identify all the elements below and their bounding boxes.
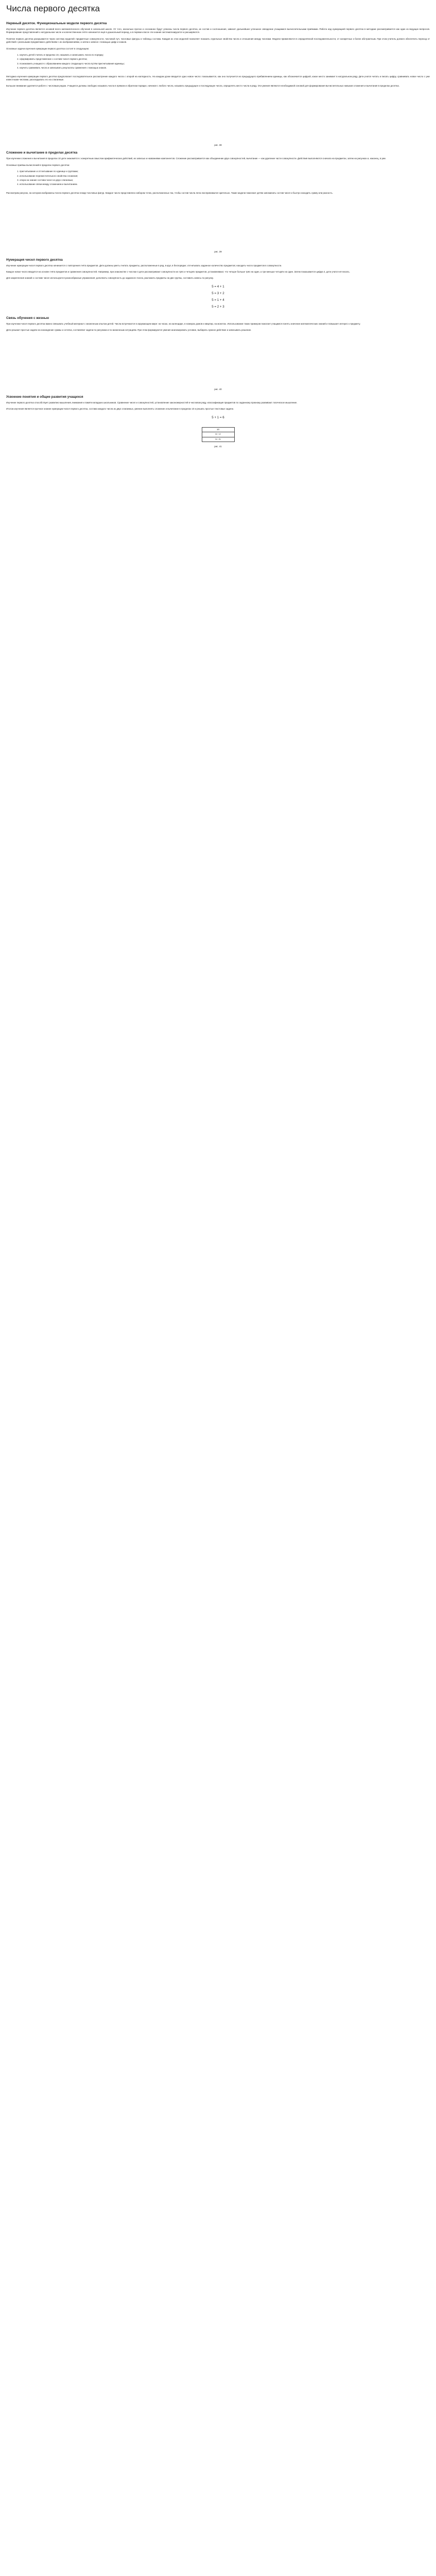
list-item: 2. использование переместительного свойства сложения;: [20, 175, 430, 178]
paragraph: Каждое новое число вводится на основе счёта предметов и сравнения совокупностей. Например, при знакомстве с числом 4 дети рассматривают совокупности из трёх и четырёх предметов, устанавливают, что четыре больше трёх на один, а три меньше четырёх на один. Затем показывается цифра 4, дети учатся её писать.: [6, 270, 350, 273]
section-heading: Нумерация чисел первого десятка: [6, 258, 63, 262]
document-page: [0, 0, 436, 459]
figure-caption: рис. 38: [214, 143, 222, 146]
formula: 5 = 1 + 4: [212, 298, 224, 302]
figure-caption: рис. 40: [214, 387, 222, 391]
list-item: 4. использование связи между сложением и вычитанием.: [20, 183, 430, 186]
formula: 5 = 2 + 3: [212, 304, 224, 309]
list-item: 2. сформировать представление о составе чисел первого десятка;: [20, 58, 430, 61]
table-cell: 10: [202, 427, 234, 432]
paragraph: При изучении сложения и вычитания в пределах 10 дети знакомятся с конкретным смыслом арифметических действий, их записью и названиями компонентов. Сложение рассматривается как объединение двух совокупностей, вычитание — как удаление части совокупности. Действия выполняются сначала на предметах, затем на рисунках и, наконец, в уме.: [6, 157, 387, 160]
page-title: Числа первого десятка: [6, 4, 100, 13]
figure-placeholder: [6, 335, 430, 383]
paragraph: Основные приёмы вычислений в пределах первого десятка:: [6, 163, 70, 166]
figure-caption: рис. 41: [214, 445, 222, 448]
paragraph: Изучение нумерации чисел первого десятка начинается с повторения счёта предметов. Дети должны уметь считать предметы, расположенные в ряд, в круг, в беспорядке; отсчитывать заданное количество предметов; находить число предметов в совокупности.: [6, 264, 282, 267]
formula-block: [6, 284, 430, 309]
section-heading: Усвоение понятия и общие развития учащихся: [6, 395, 83, 399]
list-item: 1. научить детей считать в пределах 10, называть и записывать числа по порядку;: [20, 54, 430, 57]
table-cell: 6 + 4: [202, 432, 234, 437]
list-item: 4. научить сравнивать числа и записывать результаты сравнения с помощью знаков.: [20, 66, 430, 70]
figure-caption: рис. 39: [214, 250, 222, 253]
summary-table: [202, 427, 235, 442]
paragraph: Дети решают простые задачи на нахождение суммы и остатка, составляют задачи по рисункам и по жизненным ситуациям. При этом формируются умения анализировать условие, выбирать нужное действие и записывать решение.: [6, 329, 252, 332]
formula-block: [6, 415, 430, 420]
paragraph: Рассмотрим рисунок, на котором изображены числа первого десятка в виде числовых фигур. Каждое число представлено набором точек, расположенных так, чтобы состав числа легко воспринимался зрительно. Такие модели помогают детям запоминать состав чисел и быстро находить сумму или разность.: [6, 191, 333, 194]
numbered-list: [6, 170, 430, 187]
formula: 5 = 4 + 1: [212, 284, 224, 289]
paragraph: Изучение первого десятка способствует развитию мышления, внимания и памяти младших школьников. Сравнение чисел и совокупностей, установление закономерностей в числовом ряду, классификация предметов по заданному признаку развивают логическое мышление.: [6, 401, 298, 404]
paragraph: Большое внимание уделяется работе с числовым рядом. Учащиеся должны свободно называть числа в прямом и обратном порядке, начиная с любого числа, называть предыдущее и последующее числа, определять место числа в ряду. Эти умения являются необходимой основой для формирования вычислительных навыков сложения и вычитания в пределах десятка.: [6, 84, 399, 88]
paragraph: Изучение первого десятка является основой всего математического обучения в начальной школе. От того, насколько прочно и осознанно будут усвоены числа первого десятка, их состав и соотношения, зависит дальнейшее успешное овладение учащимися вычислительными приёмами. Работа над нумерацией первого десятка в методике рассматривается как один из ведущих вопросов. Формирование представлений о натуральном числе и количественном счёте начинается ещё в дошкольный период, а в первом классе эти знания систематизируются и расширяются.: [6, 28, 430, 34]
list-item: 3. опора на знание состава чисел из двух слагаемых;: [20, 179, 430, 182]
paragraph: Методика изучения нумерации первого десятка предполагает последовательное рассмотрение каждого числа с опорой на наглядность. На каждом уроке вводится одно новое число: показывается, как оно получается из предыдущего прибавлением единицы, как обозначается цифрой, какое место занимает в натуральном ряду. Дети учатся читать и писать цифру, сравнивать новое число с уже известными числами, раскладывать его на слагаемые.: [6, 75, 430, 81]
paragraph: При изучении чисел первого десятка важно связывать учебный материал с жизненным опытом детей. Числа встречаются в окружающем мире: на часах, на календаре, в номерах домов и квартир, на монетах. Использование таких примеров помогает учащимся понять значение математических знаний и повышает интерес к предмету.: [6, 322, 361, 325]
paragraph: Итогом изучения является прочное знание нумерации чисел первого десятка, состава каждого числа из двух слагаемых, умение выполнять сложение и вычитание в пределах 10 и решать простые текстовые задачи.: [6, 408, 234, 411]
figure-placeholder: [6, 198, 430, 245]
paragraph: Для закрепления знаний о составе чисел используются разнообразные упражнения: дополнить совокупность до заданного числа, разложить предметы на две группы, составить запись по рисунку.: [6, 277, 214, 280]
formula: 5 + 1 = 6: [212, 415, 224, 419]
section-heading: Нервный десяток. Функциональные модели первого десятка: [6, 22, 107, 25]
formula: 5 = 3 + 2: [212, 291, 224, 295]
paragraph: Понятие первого десятка раскрывается через систему моделей: предметные совокупности, числовой луч, числовые фигуры и таблицы состава. Каждая из этих моделей позволяет показать отдельные свойства числа и отношения между числами. Модели применяются в определённой последовательности, от конкретных к более абстрактным. При этом учитель должен обеспечить переход от действий с реальными предметами к действиям с их изображениями, а затем к записи с помощью цифр и знаков.: [6, 37, 430, 44]
table-cell: 5 + 5: [202, 437, 234, 442]
list-item: 3. познакомить учащихся с образованием каждого следующего числа путём присчитывания единицы;: [20, 62, 430, 65]
figure-placeholder: [6, 91, 430, 139]
section-heading: Связь обучения с жизнью: [6, 316, 49, 320]
paragraph: Основные задачи изучения нумерации первого десятка состоят в следующем:: [6, 47, 90, 50]
list-item: 1. присчитывание и отсчитывание по единице и группами;: [20, 170, 430, 173]
numbered-list: [6, 54, 430, 70]
section-heading: Сложение и вычитание в пределах десятка: [6, 151, 78, 155]
